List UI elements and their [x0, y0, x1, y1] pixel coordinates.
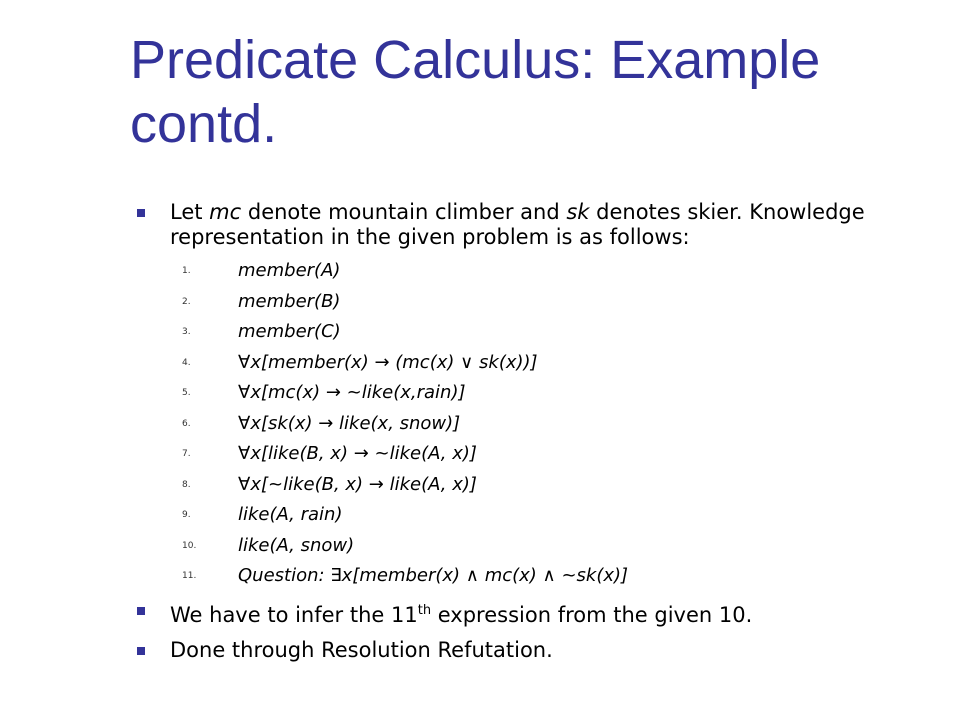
expression-number: 6.	[182, 418, 191, 429]
intro-text-2: denote mountain climber and	[241, 200, 567, 224]
expression-number: 1.	[182, 266, 191, 276]
expression-item	[130, 500, 930, 531]
expression-number: 11.	[182, 571, 197, 581]
expression-text: Question: ∃x[member(x) ∧ mc(x) ∧ ~sk(x)]	[238, 565, 629, 586]
expression-number: 8.	[182, 479, 191, 490]
slide-content	[130, 200, 930, 663]
expression-number: 10.	[182, 540, 197, 551]
square-bullet-icon	[137, 209, 145, 217]
expression-item	[130, 348, 930, 379]
expression-item	[130, 409, 930, 440]
expression-number: 7.	[182, 449, 191, 459]
expression-text: member(A)	[238, 260, 341, 281]
expression-text: ∀x[sk(x) → like(x, snow)]	[238, 412, 461, 434]
expression-text: ∀x[like(B, x) → ~like(A, x)]	[238, 443, 477, 464]
expression-text: ∀x[~like(B, x) → like(A, x)]	[238, 473, 477, 495]
expression-item	[130, 287, 930, 318]
resolution-text: Done through Resolution Refutation.	[170, 637, 553, 662]
infer-text-before: We have to infer the 11	[170, 602, 418, 627]
expression-number: 5.	[182, 388, 191, 398]
expression-number: 4.	[182, 357, 191, 368]
slide-title: Predicate Calculus: Example contd.	[130, 30, 821, 154]
expression-item	[130, 378, 930, 409]
square-bullet-icon	[137, 607, 145, 615]
expression-item	[130, 531, 930, 562]
expression-number: 3.	[182, 327, 191, 337]
intro-text-1: Let	[170, 200, 210, 224]
mc-term: mc	[209, 200, 242, 224]
bullet-intro	[130, 200, 930, 250]
expression-text: ∀x[member(x) → (mc(x) ∨ sk(x))]	[238, 351, 538, 373]
sk-term: sk	[566, 200, 590, 224]
infer-text-superscript: th	[417, 602, 432, 618]
square-bullet-icon	[137, 647, 145, 655]
expression-text: like(A, snow)	[238, 534, 355, 556]
expression-text: like(A, rain)	[238, 504, 343, 525]
expression-text: member(C)	[238, 321, 341, 342]
expression-list	[130, 256, 930, 592]
expression-number: 2.	[182, 296, 191, 307]
bullet-infer	[130, 598, 930, 628]
expression-item	[130, 317, 930, 348]
expression-number: 9.	[182, 510, 191, 520]
expression-item	[130, 439, 930, 470]
expression-text: member(B)	[238, 290, 341, 312]
expression-item	[130, 470, 930, 501]
expression-item-question	[130, 561, 930, 592]
intro-text-3: denotes skier. Knowledge representation in the given problem is as follows:	[170, 200, 865, 249]
infer-text-after: expression from the given 10.	[431, 602, 753, 627]
expression-item	[130, 256, 930, 287]
expression-text: ∀x[mc(x) → ~like(x,rain)]	[238, 382, 466, 403]
bullet-resolution	[130, 638, 930, 663]
